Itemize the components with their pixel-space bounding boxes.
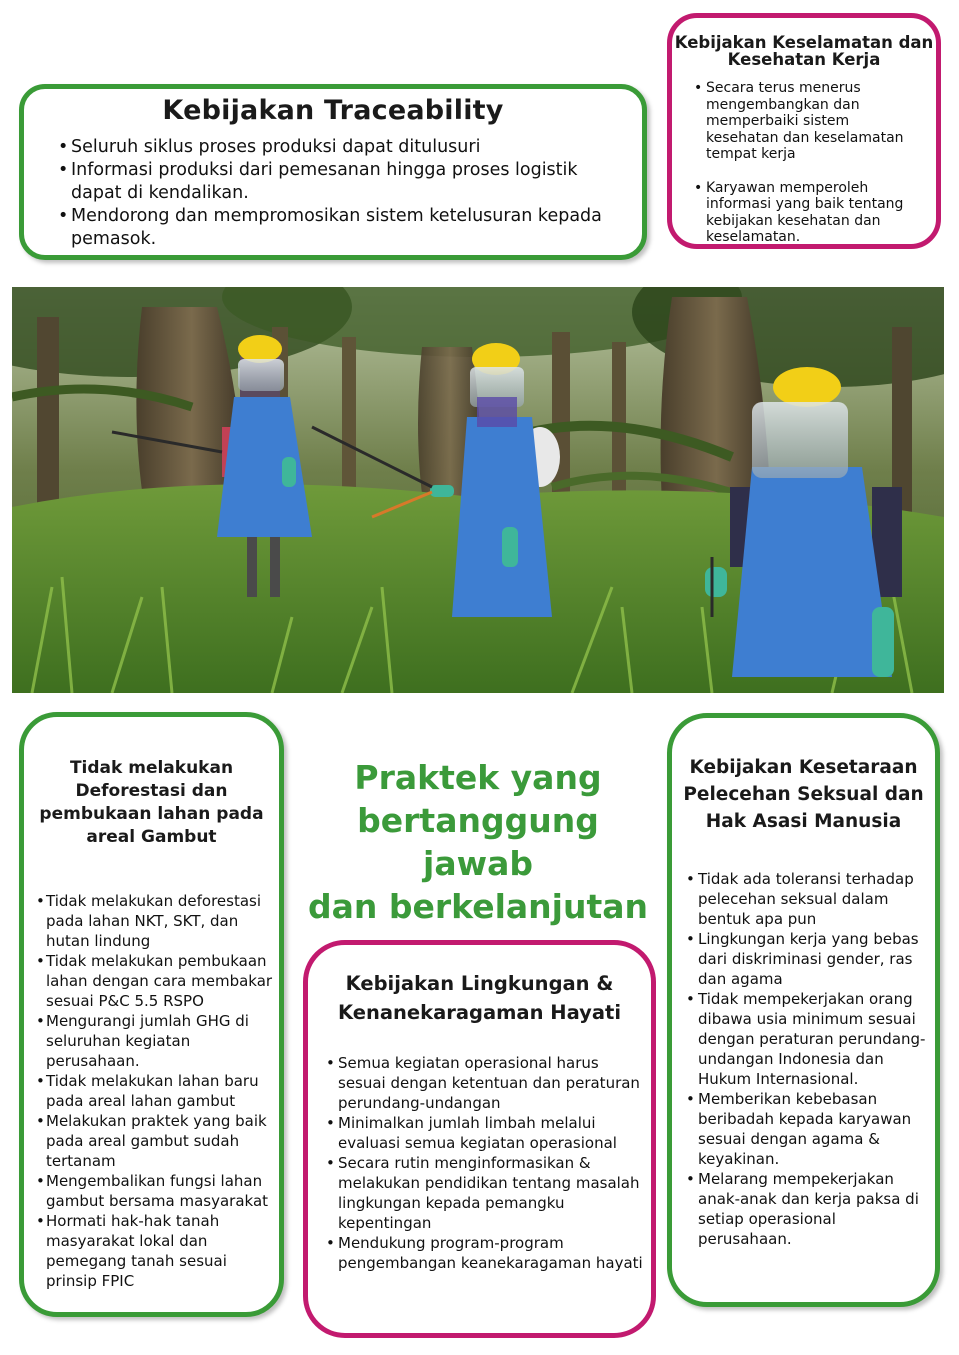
page-title-line: dan berkelanjutan <box>307 887 648 926</box>
list-item: • Semua kegiatan operasional harus sesuai dengan ketentuan dan peraturan perundang-undangan <box>326 1053 643 1113</box>
list-item: • Seluruh siklus proses produksi dapat ditulusuri <box>58 136 612 159</box>
traceability-box <box>19 84 647 260</box>
lingkungan-box <box>303 940 656 1338</box>
kesetaraan-list <box>686 869 929 1249</box>
kesetaraan-title-line: Kebijakan Kesetaraan <box>689 757 918 778</box>
list-item: • Memberikan kebebasan beribadah kepada karyawan sesuai dengan agama & keyakinan. <box>686 1089 929 1169</box>
list-item: • Melakukan praktek yang baik pada areal gambut sudah tertanam <box>36 1111 275 1171</box>
lingkungan-list <box>326 1053 643 1273</box>
list-item: • Informasi produksi dari pemesanan hingga proses logistik dapat di kendalikan. <box>58 159 612 205</box>
deforestasi-box <box>19 712 284 1317</box>
deforestasi-title: Tidak melakukan Deforestasi dan pembukaan lahan pada areal Gambut <box>39 758 264 847</box>
workers-spraying-photo <box>12 287 944 693</box>
list-item: • Secara terus menerus mengembangkan dan memperbaiki sistem kesehatan dan keselamatan tempat kerja <box>694 80 924 163</box>
k3-title: Kebijakan Keselamatan dan Kesehatan Kerja <box>674 33 934 69</box>
k3-list <box>694 80 924 246</box>
list-item: • Karyawan memperoleh informasi yang baik tentang kebijakan kesehatan dan keselamatan. <box>694 180 924 246</box>
list-item: • Tidak ada toleransi terhadap pelecehan seksual dalam bentuk apa pun <box>686 869 929 929</box>
deforestasi-list <box>36 891 275 1291</box>
list-item: • Secara rutin menginformasikan & melakukan pendidikan tentang masalah lingkungan kepada pemangku kepentingan <box>326 1153 643 1233</box>
list-item: • Melarang mempekerjakan anak-anak dan kerja paksa di setiap operasional perusahaan. <box>686 1169 929 1249</box>
list-item: • Tidak melakukan deforestasi pada lahan NKT, SKT, dan hutan lindung <box>36 891 275 951</box>
kesetaraan-box <box>667 713 940 1307</box>
kesetaraan-title-line: Hak Asasi Manusia <box>705 811 902 832</box>
kesetaraan-title <box>672 754 935 835</box>
kesetaraan-title-line: Pelecehan Seksual dan <box>683 784 924 805</box>
list-item: • Mengurangi jumlah GHG di seluruhan kegiatan perusahaan. <box>36 1011 275 1071</box>
list-item: • Mendukung program-program pengembangan keanekaragaman hayati <box>326 1233 643 1273</box>
list-item: • Tidak melakukan pembukaan lahan dengan cara membakar sesuai P&C 5.5 RSPO <box>36 951 275 1011</box>
list-item: • Hormati hak-hak tanah masyarakat lokal dan pemegang tanah sesuai prinsip FPIC <box>36 1211 275 1291</box>
k3-box <box>667 13 941 249</box>
list-item: • Minimalkan jumlah limbah melalui evaluasi semua kegiatan operasional <box>326 1113 643 1153</box>
lingkungan-title-line: Kenanekaragaman Hayati <box>337 1001 622 1024</box>
lingkungan-title-line: Kebijakan Lingkungan & <box>345 972 614 995</box>
page-title-line: bertanggung jawab <box>357 801 599 883</box>
list-item: • Tidak melakukan lahan baru pada areal lahan gambut <box>36 1071 275 1111</box>
page-title-line: Praktek yang <box>354 758 602 797</box>
list-item: • Mendorong dan mempromosikan sistem ketelusuran kepada pemasok. <box>58 205 612 251</box>
list-item: • Lingkungan kerja yang bebas dari diskriminasi gender, ras dan agama <box>686 929 929 989</box>
traceability-title: Kebijakan Traceability <box>162 95 504 126</box>
traceability-list <box>58 136 612 251</box>
list-item: • Tidak mempekerjakan orang dibawa usia minimum sesuai dengan peraturan perundang-undangan Indonesia dan Hukum Internasional. <box>686 989 929 1089</box>
lingkungan-title <box>308 969 651 1027</box>
list-item: • Mengembalikan fungsi lahan gambut bersama masyarakat <box>36 1171 275 1211</box>
page-title <box>300 756 656 928</box>
